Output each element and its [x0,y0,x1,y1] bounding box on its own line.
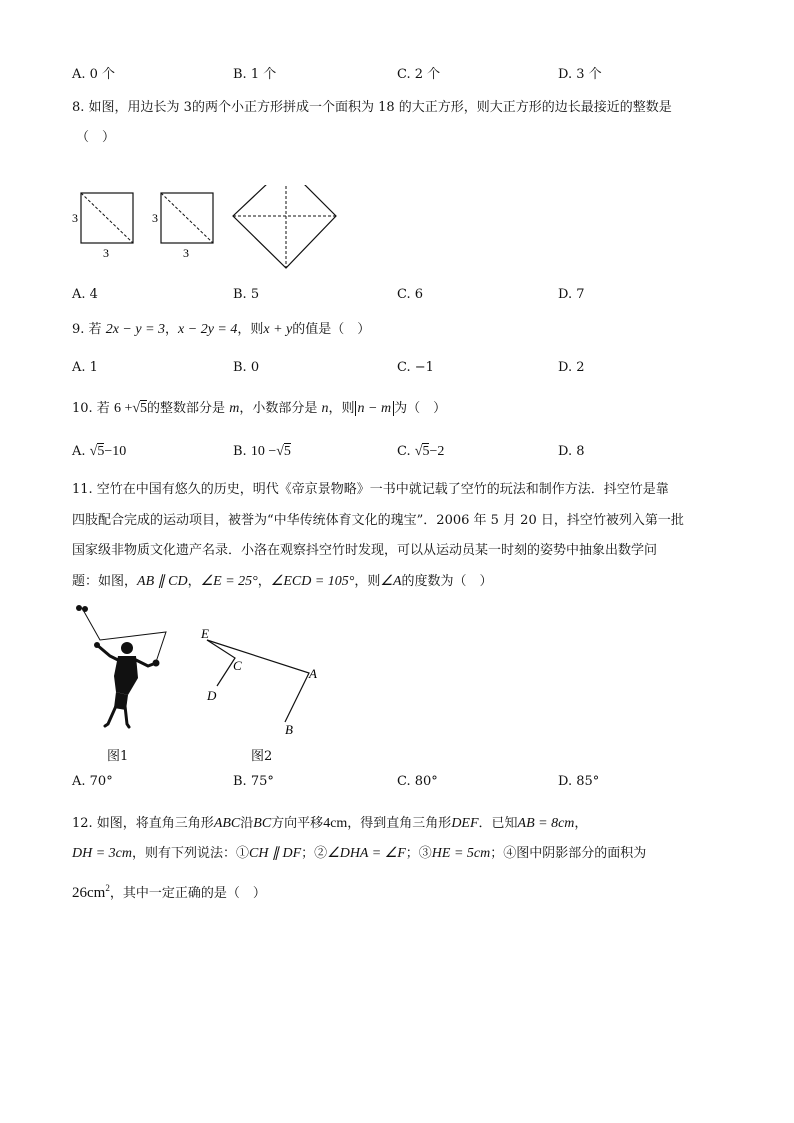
q11-caption-figure-1: 图1 [107,749,129,764]
q11-caption-figure-2: 图2 [251,749,273,764]
q9-number: 9. 若 [72,322,102,337]
player-head [121,642,133,654]
point-b-label: B [285,722,293,737]
q12-line-3: $26cm^2$，其中一定正确的是（ ） [72,883,266,901]
q11-option-c: C. 80° [397,774,438,789]
q10-option-c: C. √5−2 [397,444,445,459]
q9-option-a: A. 1 [72,360,98,375]
q7-option-b: B. 1 个 [233,67,277,82]
q9-option-d: D. 2 [558,360,585,375]
q10-option-a: A. √5−10 [72,444,127,459]
q7-option-c: C. 2 个 [397,67,441,82]
square-1-side-left: 3 [72,211,78,225]
q11-line-1: 11. 空竹在中国有悠久的历史，明代《帝京景物略》一书中就记载了空竹的玩法和制作方法．抖空竹是靠 [72,482,669,497]
q9-equation-1: 2x − y = 3 [105,322,166,337]
q10-abs-expression: n − m [355,401,395,416]
diabolo-string [82,608,166,662]
q8-option-c: C. 6 [397,287,424,302]
q10-option-b: B. 10 −√5 [233,444,291,459]
q11-line-2: 四肢配合完成的运动项目，被誉为“中华传统体育文化的瑰宝”．2006 年 5 月 20 日，抖空竹被列入第一批 [72,513,684,528]
q11-option-b: B. 75° [233,774,274,789]
q10-text-1: 的整数部分是 [147,401,226,416]
q11-figure-1-player [70,600,175,735]
point-e-label: E [201,626,209,641]
q9-option-c: C. −1 [397,360,434,375]
q7-option-d: D. 3 个 [558,67,602,82]
small-square-2-diagonal [161,193,213,243]
q9-equation-2: x − 2y = 4 [178,322,238,337]
q11-cond-angle-e: ∠E = 25° [200,574,258,589]
small-square-1-diagonal [81,193,133,243]
q8-stem: 8. 如图，用边长为 3的两个小正方形拼成一个面积为 18 的大正方形，则大正方形的边长最接近的整数是 [72,100,672,115]
q12-area-value: $26cm^2$ [72,883,110,901]
q10-number: 10. 若 [72,401,110,416]
q8-option-a: A. 4 [72,287,98,302]
q10-option-d: D. 8 [558,444,585,459]
large-square-diamond [233,185,336,268]
q9-separator: ， [165,322,179,337]
square-2-side-bottom: 3 [183,246,189,260]
q11-cond-angle-ecd: ∠ECD = 105° [270,574,355,589]
q11-angle-a: ∠A [380,574,402,589]
q10-sqrt: √5 [132,401,148,416]
q9-stem [72,322,370,338]
q11-cond-parallel: AB ∥ CD [137,574,188,589]
square-1-side-bottom: 3 [103,246,109,260]
point-c-label: C [233,658,242,673]
segment-e-a-b [207,640,309,722]
q7-option-a: A. 0 个 [72,67,116,82]
player-body [114,656,138,695]
q10-var-n: n [321,401,329,416]
q10-expr-prefix: 6 + [113,401,133,416]
q11-option-d: D. 85° [558,774,600,789]
q9-option-b: B. 0 [233,360,260,375]
q10-text-4: 为（ ） [394,401,447,416]
q10-text-2: ，小数部分是 [239,401,318,416]
q8-figure [64,185,354,280]
q9-tail: 的值是（ ） [292,322,371,337]
q9-expression: x + y [263,322,293,337]
point-d-label: D [207,688,217,703]
q11-line-3: 国家级非物质文化遗产名录．小洛在观察抖空竹时发现，可以从运动员某一时刻的姿势中抽象出数学问 [72,543,658,558]
q8-option-b: B. 5 [233,287,260,302]
segment-e-c-d [207,640,235,686]
q12-line-1: 12. 如图，将直角三角形ABC沿BC方向平移4cm，得到直角三角形DEF．已知AB = 8cm， [72,816,588,831]
square-2-side-left: 3 [152,211,158,225]
q8-answer-paren: （ ） [76,130,116,145]
q10-var-m: m [229,401,240,416]
q9-then: ，则 [237,322,264,337]
q11-line-4: 题：如图，AB ∥ CD，∠E = 25°，∠ECD = 105°，则∠A的度数为（ ） [72,574,493,589]
q12-line-2: DH = 3cm，则有下列说法：①CH ∥ DF；②∠DHA = ∠F；③HE = 5cm；④图中阴影部分的面积为 [72,846,647,861]
q8-option-d: D. 7 [558,287,585,302]
point-a-label: A [309,666,317,681]
q10-stem [72,401,446,417]
q10-text-3: ，则 [328,401,355,416]
q11-option-a: A. 70° [72,774,113,789]
q11-figure-2-geometry [195,622,330,737]
